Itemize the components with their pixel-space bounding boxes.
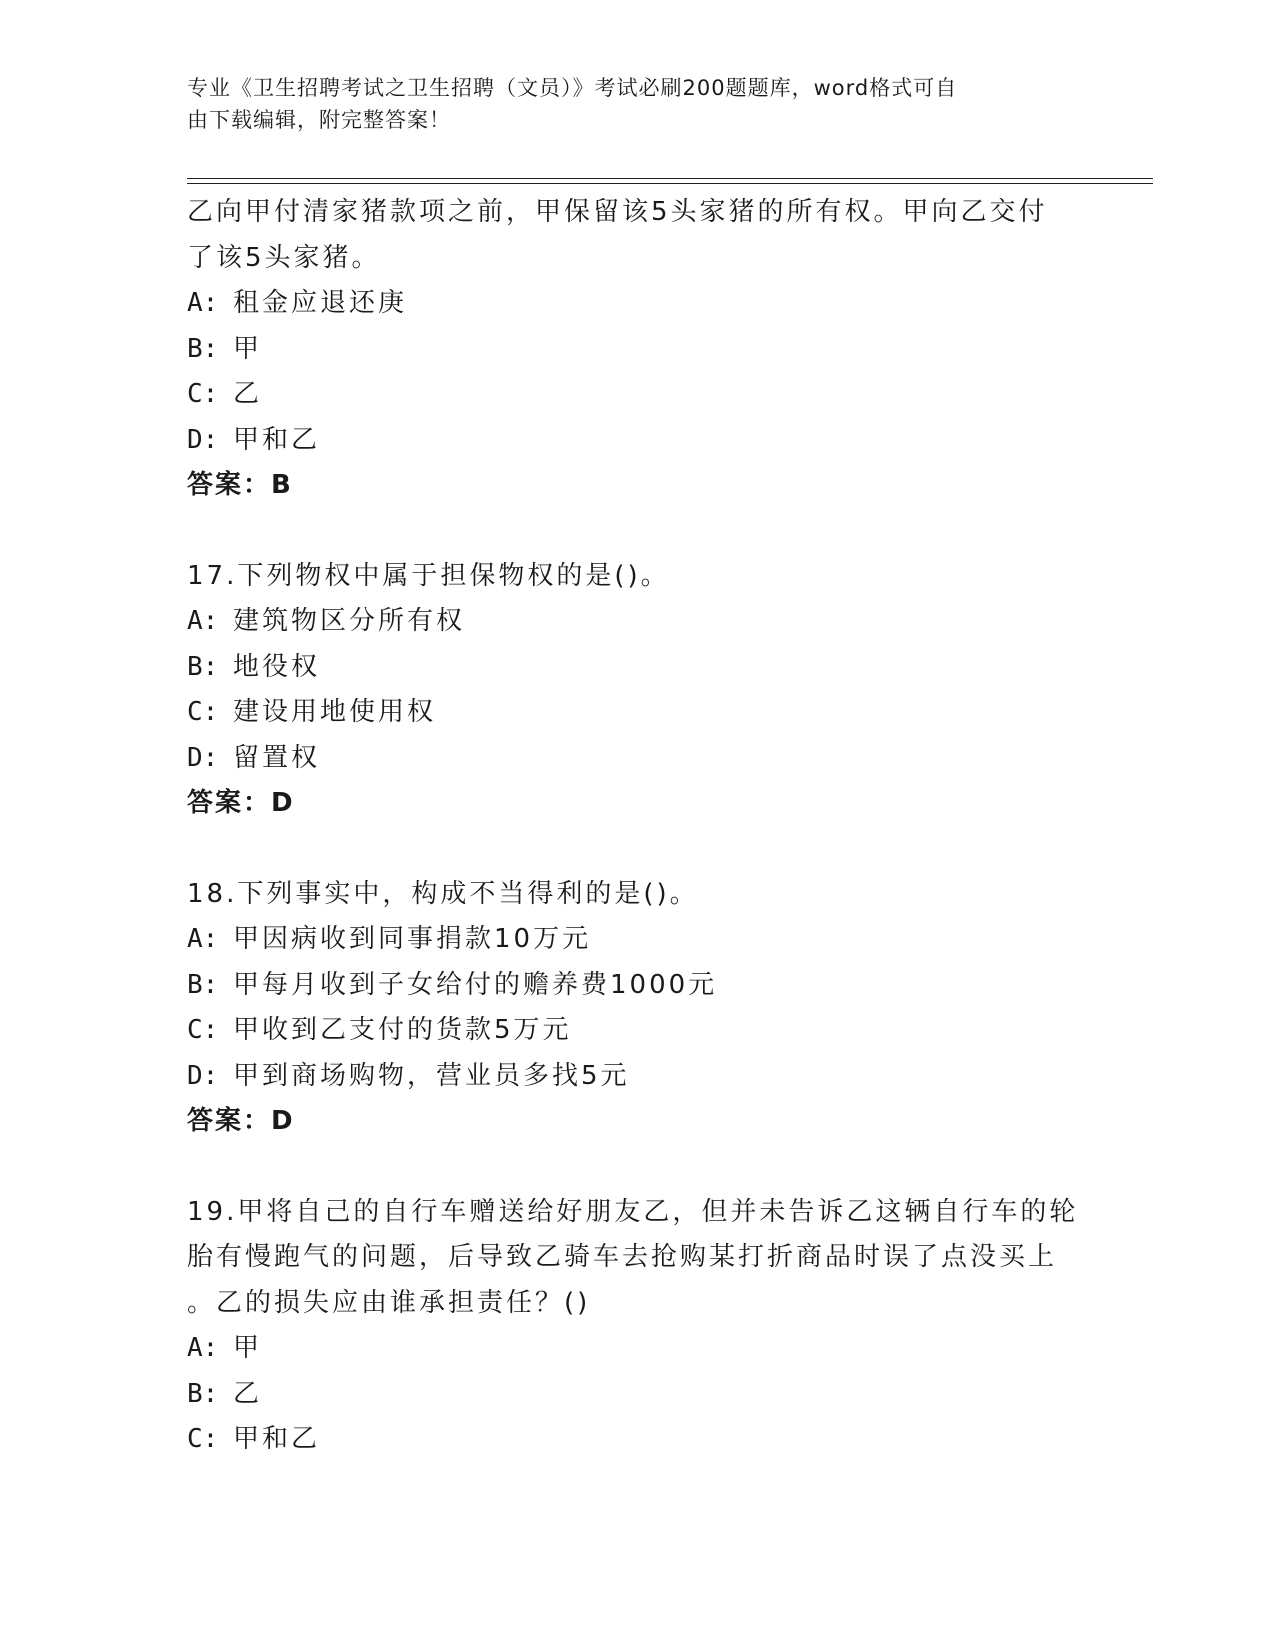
option-text: 甲 [233, 1333, 263, 1363]
question-text-line: 17.下列物权中属于担保物权的是()。 [187, 560, 670, 591]
option-letter: A: [187, 924, 219, 954]
option-text: 建设用地使用权 [233, 697, 437, 727]
option-letter: D: [187, 424, 219, 455]
option-letter: C: [187, 1424, 219, 1454]
option-letter: B: [187, 969, 219, 1000]
question-text-line: 乙向甲付清家猪款项之前，甲保留该5头家猪的所有权。甲向乙交付 [187, 197, 1048, 227]
option-text: 建筑物区分所有权 [233, 606, 466, 636]
header-line-2: 由下载编辑，附完整答案！ [187, 108, 451, 132]
option-c [187, 1008, 1087, 1054]
option-text: 甲 [233, 333, 263, 364]
question-text-line: 。乙的损失应由谁承担责任？() [187, 1287, 591, 1318]
option-c [187, 1417, 1087, 1463]
option-text: 甲收到乙支付的货款5万元 [233, 1015, 572, 1045]
question-text-line: 18.下列事实中，构成不当得利的是()。 [187, 878, 699, 909]
option-letter: A: [187, 288, 219, 318]
option-a [187, 1326, 1087, 1372]
answer-line: 答案：B [187, 470, 293, 500]
question-19 [187, 1190, 1087, 1463]
option-a [187, 281, 1087, 327]
question-text-line: 19.甲将自己的自行车赠送给好朋友乙，但并未告诉乙这辆自行车的轮 [187, 1196, 1079, 1227]
option-a [187, 599, 1087, 645]
option-letter: D: [187, 1060, 219, 1091]
option-letter: C: [187, 379, 219, 409]
option-text: 甲因病收到同事捐款10万元 [233, 924, 592, 954]
option-text: 甲到商场购物，营业员多找5元 [233, 1060, 630, 1091]
option-letter: C: [187, 1015, 219, 1045]
option-text: 租金应退还庚 [233, 288, 408, 318]
question-18 [187, 872, 1087, 1145]
option-b [187, 963, 1087, 1009]
option-c [187, 690, 1087, 736]
header-line-1: 专业《卫生招聘考试之卫生招聘（文员）》考试必刷200题题库，word格式可自 [187, 76, 958, 100]
option-letter: C: [187, 697, 219, 727]
question-text-line: 胎有慢跑气的问题，后导致乙骑车去抢购某打折商品时误了点没买上 [187, 1242, 1058, 1272]
option-text: 留置权 [233, 742, 321, 773]
document-body [187, 190, 1087, 1463]
option-text: 甲和乙 [233, 424, 321, 455]
answer-line: 答案：D [187, 788, 295, 818]
document-header [187, 72, 1067, 136]
header-divider-top [187, 178, 1153, 179]
option-d [187, 1054, 1087, 1100]
option-text: 地役权 [233, 651, 321, 682]
option-text: 甲和乙 [233, 1424, 321, 1454]
option-text: 乙 [233, 1378, 263, 1409]
option-letter: A: [187, 1333, 219, 1363]
header-divider-bottom [187, 183, 1153, 184]
option-b [187, 645, 1087, 691]
option-letter: D: [187, 742, 219, 773]
option-letter: B: [187, 651, 219, 682]
option-text: 乙 [233, 379, 263, 409]
option-a [187, 917, 1087, 963]
question-text-line: 了该5头家猪。 [187, 242, 381, 273]
option-b [187, 1372, 1087, 1418]
option-d [187, 736, 1087, 782]
option-d [187, 418, 1087, 464]
option-letter: B: [187, 1378, 219, 1409]
option-letter: B: [187, 333, 219, 364]
answer-line: 答案：D [187, 1106, 295, 1136]
question-continuation [187, 190, 1087, 509]
option-b [187, 327, 1087, 373]
option-letter: A: [187, 606, 219, 636]
option-text: 甲每月收到子女给付的赡养费1000元 [233, 969, 718, 1000]
question-17 [187, 554, 1087, 827]
option-c [187, 372, 1087, 418]
